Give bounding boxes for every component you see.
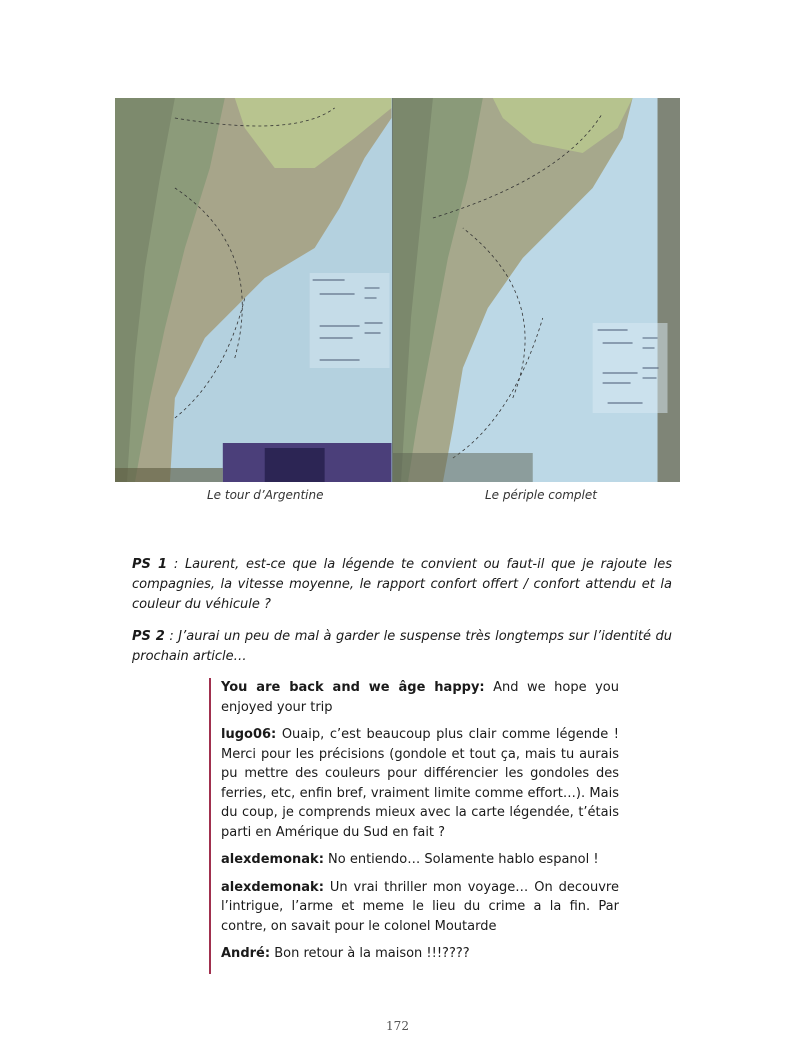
postscript-1-label: PS 1 [132,557,168,572]
comment-text: Ouaip, c’est beaucoup plus clair comme légende ! Merci pour les précisions (gondole et tout ça, mais tu aurais pu mettre des couleurs pour différencier les gondoles des ferries, etc, enfin bref, vraiment limite comme effort…). Mais du coup, je comprends mieux avec la carte légendée, t’étais parti en Amérique du Sud en fait ? [221,727,619,840]
comment-author: alexdemonak: [221,852,324,867]
comment [221,878,619,937]
postscript-1-text: : Laurent, est-ce que la légende te convient ou faut-il que je rajoute les compagnies, la vitesse moyenne, le rapport confort offert / confort attendu et la couleur du véhicule ? [132,557,672,612]
map-photo-complete-trip [393,98,680,482]
comment-text: And we hope you enjoyed your trip [221,680,620,715]
postscript-2 [132,627,672,667]
comment-text: Un vrai thriller mon voyage… On decouvre l’intrigue, l’arme et meme le lieu du crime a la fin. Par contre, on savait pour le colonel Moutarde [221,879,619,934]
comment-author: lugo06: [221,727,277,742]
comments-section [209,678,619,974]
map-photo-argentina-tour [115,98,393,482]
comment-author: You are back and we âge happy: [221,680,485,695]
map-photograph [115,98,680,482]
comment [221,678,619,717]
postscript-2-text: : J’aurai un peu de mal à garder le suspense très longtemps sur l’identité du prochain article… [132,629,672,664]
comment-text: Bon retour à la maison !!!???? [270,946,470,961]
comment-author: alexdemonak: [221,879,324,895]
page-number: 172 [386,1019,409,1033]
figure-caption-right: Le périple complet [485,488,597,502]
postscript-1 [132,555,672,615]
comment [221,944,619,964]
comment-text: No entiendo… Solamente hablo espanol ! [323,852,599,867]
comment [221,725,619,842]
postscript-2-label: PS 2 [132,629,165,644]
comment-author: André: [221,946,271,961]
comment [221,850,619,870]
figure-caption-left: Le tour d’Argentine [207,488,324,502]
